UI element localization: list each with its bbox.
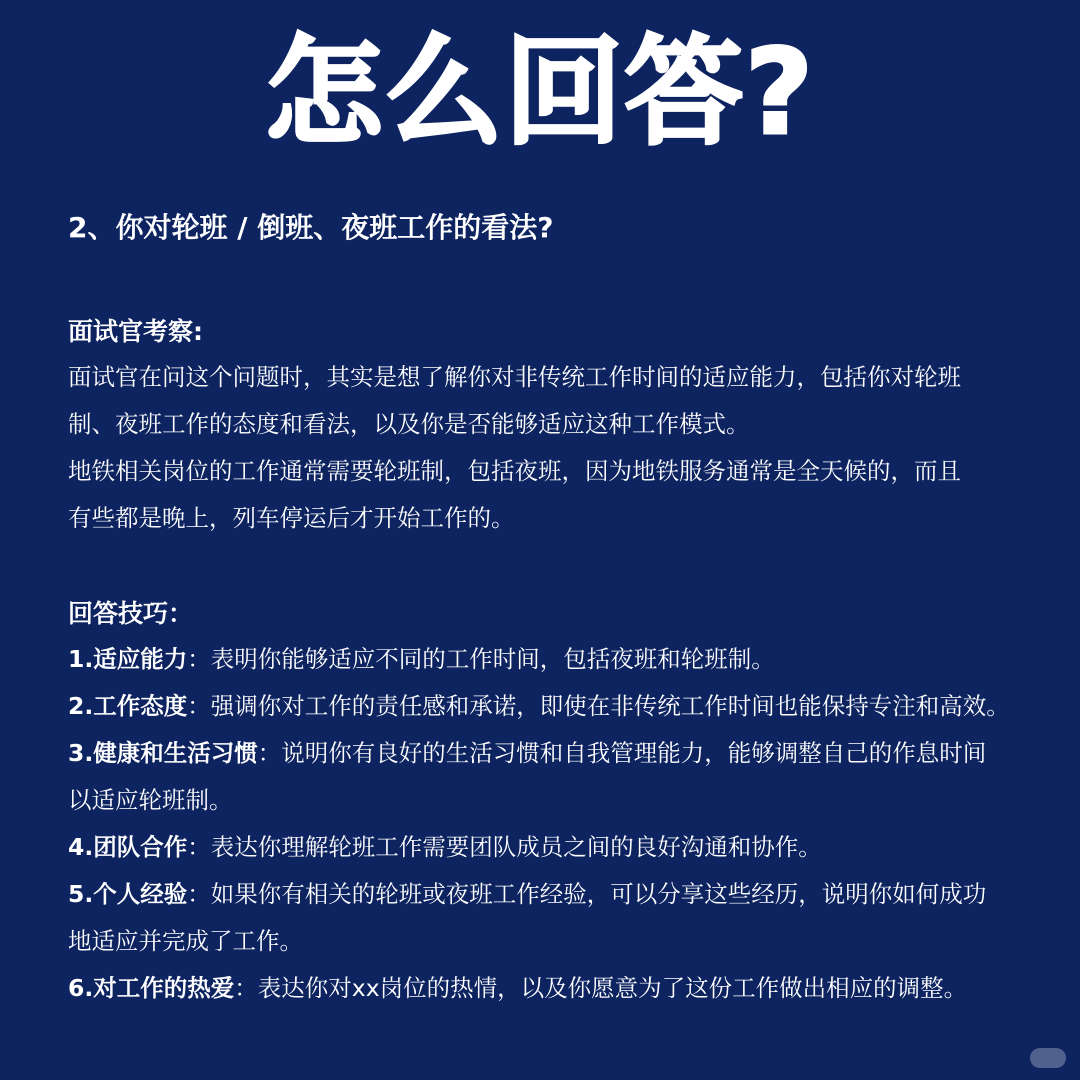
tip-item — [68, 636, 1058, 683]
tip-label: 1.适应能力 — [68, 645, 188, 673]
interviewer-line: 面试官在问这个问题时，其实是想了解你对非传统工作时间的适应能力，包括你对轮班 — [68, 363, 961, 391]
tip-text: ：如果你有相关的轮班或夜班工作经验，可以分享这些经历，说明你如何成功 — [187, 880, 987, 908]
tip-item — [68, 824, 1058, 871]
interviewer-line: 有些都是晚上，列车停运后才开始工作的。 — [68, 504, 515, 532]
tip-item — [68, 918, 1058, 965]
watermark-logo — [1030, 1048, 1066, 1068]
tip-item — [68, 871, 1058, 918]
tip-label: 2.工作态度 — [68, 692, 188, 720]
tips-heading: 回答技巧： — [68, 599, 194, 628]
tip-text: 以适应轮班制。 — [68, 786, 233, 814]
tip-text: ：表明你能够适应不同的工作时间，包括夜班和轮班制。 — [187, 645, 775, 673]
tip-text: 地适应并完成了工作。 — [68, 927, 303, 955]
tip-text: ：强调你对工作的责任感和承诺，即使在非传统工作时间也能保持专注和高效。 — [187, 692, 1010, 720]
tip-item — [68, 965, 1058, 1012]
interviewer-section — [68, 310, 1058, 542]
tip-item — [68, 683, 1058, 730]
tips-section — [68, 592, 1058, 1012]
tip-text: ：表达你理解轮班工作需要团队成员之间的良好沟通和协作。 — [187, 833, 822, 861]
interviewer-line: 制、夜班工作的态度和看法，以及你是否能够适应这种工作模式。 — [68, 410, 750, 438]
tip-label: 6.对工作的热爱 — [68, 974, 235, 1002]
tip-text: ：表达你对xx岗位的热情，以及你愿意为了这份工作做出相应的调整。 — [234, 974, 968, 1002]
question-heading: 2、你对轮班 / 倒班、夜班工作的看法? — [68, 211, 554, 244]
tip-text: ：说明你有良好的生活习惯和自我管理能力，能够调整自己的作息时间 — [257, 739, 987, 767]
tip-item — [68, 777, 1058, 824]
interviewer-line: 地铁相关岗位的工作通常需要轮班制，包括夜班，因为地铁服务通常是全天候的，而且 — [68, 457, 961, 485]
tip-label: 5.个人经验 — [68, 880, 188, 908]
page-title: 怎么回答? — [264, 23, 816, 161]
tip-label: 4.团队合作 — [68, 833, 188, 861]
interviewer-heading: 面试官考察: — [68, 317, 203, 346]
tip-item — [68, 730, 1058, 777]
tip-label: 3.健康和生活习惯 — [68, 739, 258, 767]
